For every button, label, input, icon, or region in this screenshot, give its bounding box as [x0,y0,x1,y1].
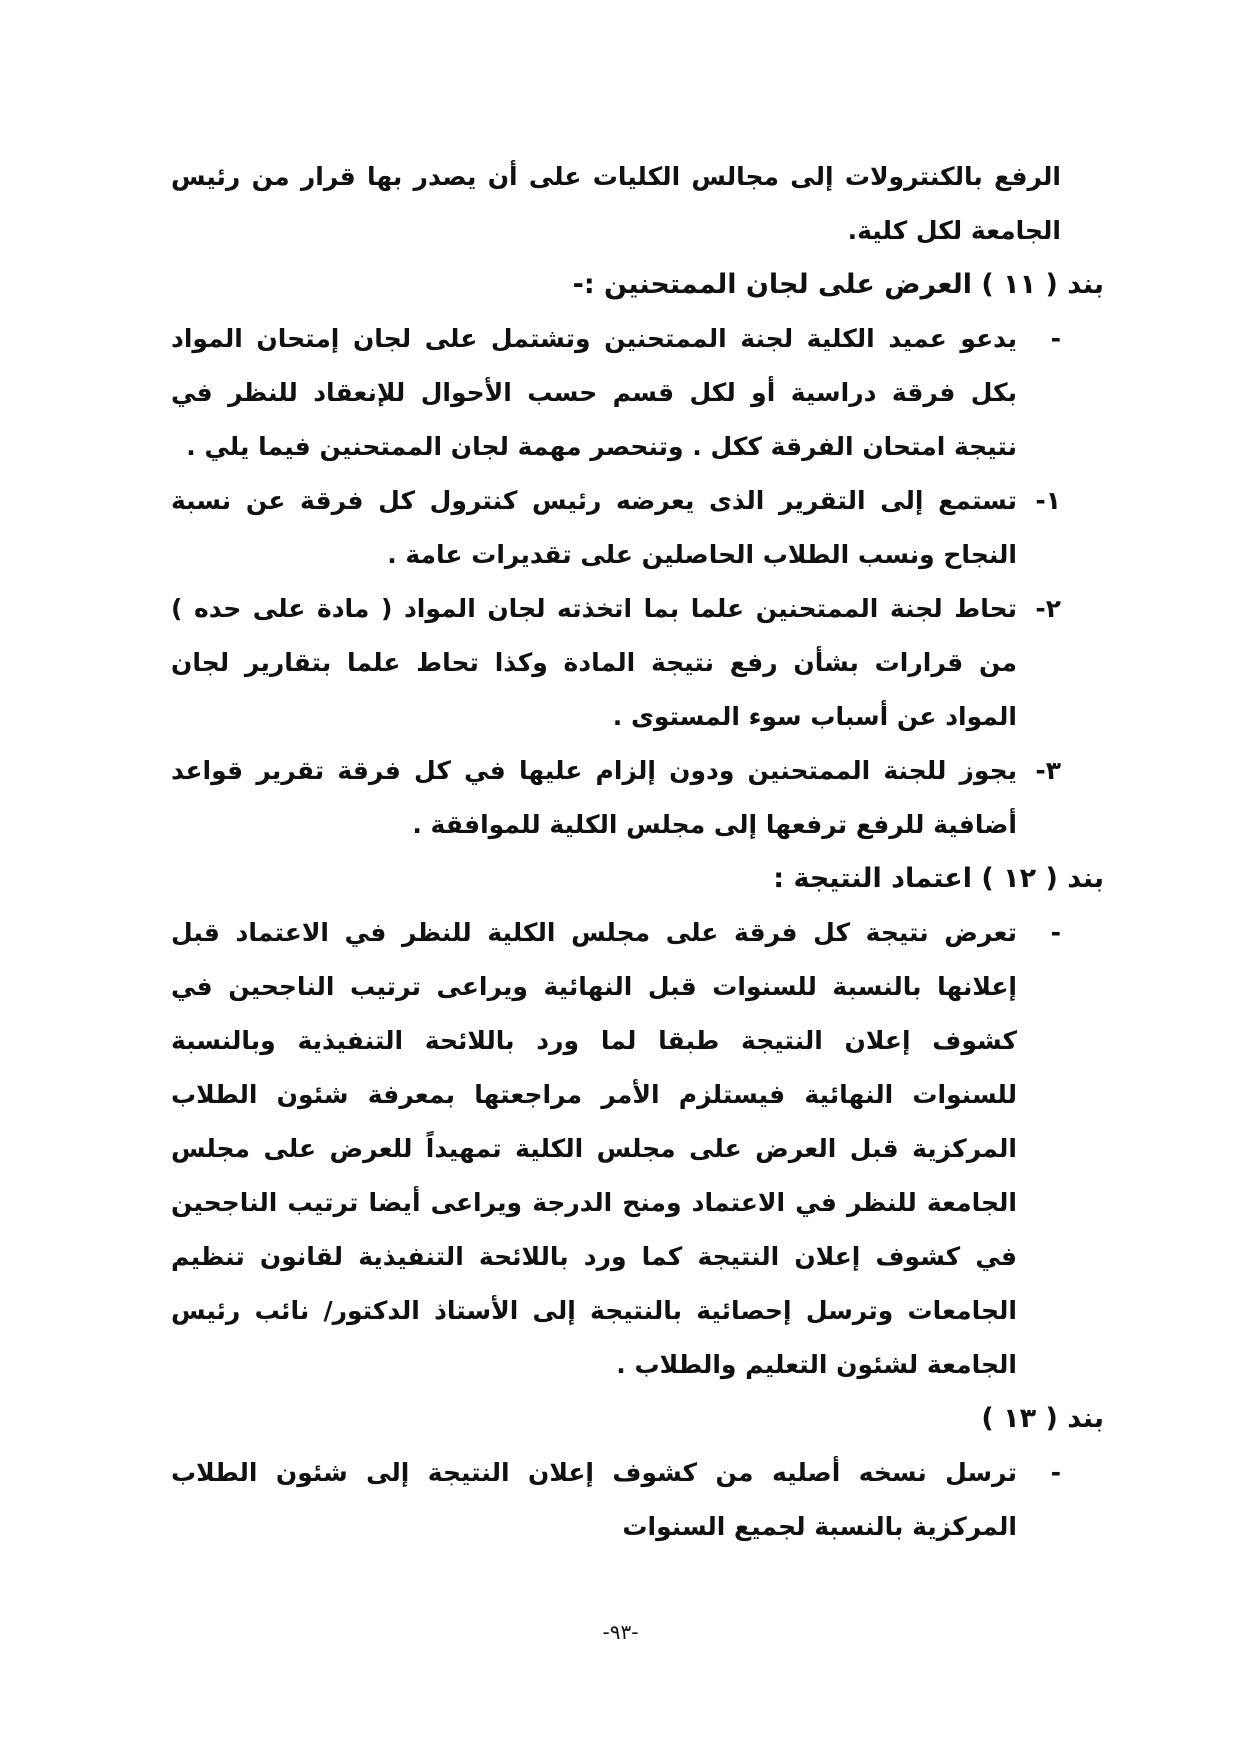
list-marker: ١- [1035,486,1061,515]
list-item [171,906,1061,1392]
list-marker: ٣- [1035,756,1061,785]
list-item-text: تحاط لجنة الممتحنين علما بما اتخذته لجان المواد ( مادة على حده ) من قرارات بشأن رفع نتيجة المادة وكذا تحاط علما بتقارير لجان المواد عن أسباب سوء المستوى . [171,594,1017,731]
list-marker: - [1050,324,1061,353]
section-13-heading: بند ( ١٣ ) [981,1403,1104,1434]
list-marker: - [1050,918,1061,947]
list-item [171,582,1061,744]
section-12-heading: بند ( ١٢ ) اعتماد النتيجة : [773,863,1104,894]
intro-paragraph: الرفع بالكنترولات إلى مجالس الكليات على أن يصدر بها قرار من رئيس الجامعة لكل كلية. [171,162,1061,245]
list-marker: - [1050,1458,1061,1487]
document-page [171,150,1104,1554]
list-item [171,312,1061,474]
list-item-text: يجوز للجنة الممتحنين ودون إلزام عليها في كل فرقة تقرير قواعد أضافية للرفع ترفعها إلى مجلس الكلية للموافقة . [171,756,1017,839]
list-item [171,1446,1061,1554]
list-item [171,744,1061,852]
list-marker: ٢- [1035,594,1061,623]
list-item [171,474,1061,582]
list-item-text: تعرض نتيجة كل فرقة على مجلس الكلية للنظر في الاعتماد قبل إعلانها بالنسبة للسنوات قبل النهائية ويراعى ترتيب الناجحين في كشوف إعلان النتيجة طبقا لما ورد باللائحة التنفيذية وبالنسبة للسنوات النهائية فيستلزم الأمر مراجعتها بمعرفة شئون الطلاب المركزية قبل العرض على مجلس الكلية تمهيداً للعرض على مجلس الجامعة للنظر في الاعتماد ومنح الدرجة ويراعى أيضا ترتيب الناجحين في كشوف إعلان النتيجة كما ورد باللائحة التنفيذية لقانون تنظيم الجامعات وترسل إحصائية بالنتيجة إلى الأستاذ الدكتور/ نائب رئيس الجامعة لشئون التعليم والطلاب . [171,918,1017,1379]
list-item-text: ترسل نسخه أصليه من كشوف إعلان النتيجة إلى شئون الطلاب المركزية بالنسبة لجميع السنوات [171,1458,1017,1541]
section-11-heading: بند ( ١١ ) العرض على لجان الممتحنين :- [572,269,1104,300]
list-item-text: يدعو عميد الكلية لجنة الممتحنين وتشتمل على لجان إمتحان المواد بكل فرقة دراسية أو لكل قسم حسب الأحوال للإنعقاد للنظر في نتيجة امتحان الفرقة ككل . وتنحصر مهمة لجان الممتحنين فيما يلي . [171,324,1017,461]
page-number: -٩٣- [602,1620,639,1644]
list-item-text: تستمع إلى التقرير الذى يعرضه رئيس كنترول كل فرقة عن نسبة النجاح ونسب الطلاب الحاصلين على تقديرات عامة . [171,486,1017,569]
